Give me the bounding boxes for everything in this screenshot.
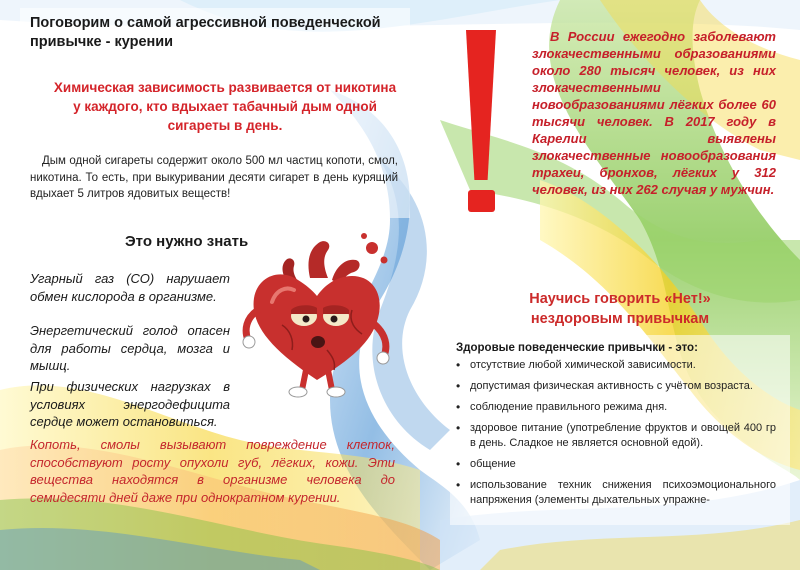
list-item: • соблюдение правильного режима дня. [456, 400, 776, 415]
nicotine-dependence-text: Химическая зависимость развивается от никотина у каждого, кто вдыхает табачный дым одной сигареты в день. [53, 80, 397, 133]
page-heading [30, 14, 410, 52]
soot-damage-text: Копоть, смолы вызывают повреждение клеток, способствуют росту опухоли губ, лёгких, кожи. Эти вещества находятся в организме человека до семидесяти дней даже при однократном курении. [30, 437, 395, 505]
list-item: • отсутствие любой химической зависимости. [456, 358, 776, 373]
cigarette-smoke-text: Дым одной сигареты содержит около 500 мл частиц копоти, смол, никотина. То есть, при выкуривании десяти сигарет в день курящий вдыхает 5 литров ядовитых веществ! [30, 155, 398, 200]
page-heading-line2: привычке - курении [30, 34, 174, 50]
say-no-title [470, 289, 770, 329]
healthy-habits-list [456, 358, 776, 514]
carbon-monoxide-text: Угарный газ (СО) нарушает обмен кислорода в организме. [30, 271, 230, 304]
say-no-line1: Научись говорить «Нет!» [529, 291, 711, 307]
cancer-statistics-text: В России ежегодно заболевают злокачественными образованиями около 280 тысяч человек, из них злокачественными новообразованиями лёгких более 60 тысячи человек. В 2017 году в Карелии выявлены злокачественные новообразования трахеи, бронхов, лёгких у 312 человек, из них 262 случая у мужчин. [532, 29, 776, 197]
list-item: • здоровое питание (употребление фруктов и овощей 400 гр в день. Сладкое не является основной едой). [456, 421, 776, 451]
physical-load-text: При физических нагрузках в условиях энергодефицита сердце может остановиться. [30, 379, 230, 429]
energy-hunger-text: Энергетический голод опасен для работы сердца, мозга и мышц. [30, 323, 230, 373]
exclamation-dot-icon [468, 190, 495, 212]
page-heading-line1: Поговорим о самой агрессивной поведенческой [30, 15, 381, 31]
list-item: • использование техник снижения психоэмоционального напряжения (элементы дыхательных упражне- [456, 478, 776, 508]
need-to-know-title: Это нужно знать [125, 233, 249, 250]
sad-heart-illustration [232, 230, 402, 400]
healthy-habits-title: Здоровые поведенческие привычки - это: [456, 342, 698, 354]
say-no-line2: нездоровым привычкам [530, 311, 710, 327]
list-item: • допустимая физическая активность с учётом возраста. [456, 379, 776, 394]
list-item: • общение [456, 457, 776, 472]
